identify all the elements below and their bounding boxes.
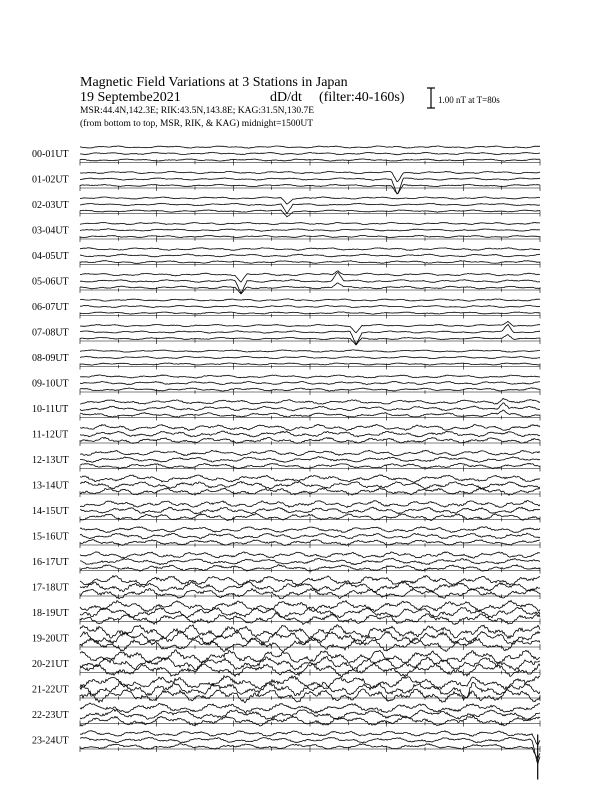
scale-bar-label: 1.00 nT at T=80s: [438, 95, 500, 105]
station-trace: [80, 171, 540, 181]
hour-row: [32, 146, 540, 166]
hour-row: [32, 350, 540, 370]
hour-label: 11-12UT: [32, 429, 69, 441]
hour-row: [32, 576, 540, 599]
hour-label: 13-14UT: [32, 480, 69, 492]
hour-label: 08-09UT: [32, 353, 69, 364]
station-trace: [80, 305, 540, 307]
station-trace: [80, 425, 540, 431]
hour-label: 18-19UT: [32, 608, 69, 619]
hour-label: 16-17UT: [32, 557, 69, 568]
hour-row: [32, 299, 540, 319]
station-trace: [80, 431, 540, 437]
hour-label: 07-08UT: [32, 327, 69, 339]
hour-row: [32, 601, 540, 625]
filter-label: (filter:40-160s): [319, 90, 405, 105]
quantity-label: dD/dt: [270, 90, 302, 105]
station-trace: [80, 146, 540, 148]
station-trace: [80, 625, 540, 639]
hour-row: [32, 676, 540, 703]
station-trace: [80, 271, 540, 282]
station-trace: [80, 475, 540, 482]
order-note: (from bottom to top, MSR, RIK, & KAG) midnight=1500UT: [80, 119, 314, 129]
hour-row: [32, 171, 540, 194]
station-trace: [80, 398, 540, 404]
station-trace: [80, 501, 540, 508]
hour-label: 00-01UT: [32, 149, 69, 160]
station-trace: [80, 527, 540, 533]
hour-label: 19-20UT: [32, 633, 69, 645]
station-trace: [80, 507, 540, 514]
station-trace: [80, 197, 540, 204]
hour-label: 03-04UT: [32, 225, 69, 237]
hour-row: [32, 248, 540, 268]
chart-title: Magnetic Field Variations at 3 Stations in Japan: [80, 75, 348, 90]
hour-label: 15-16UT: [32, 531, 69, 543]
station-trace: [80, 709, 540, 719]
hour-row: [32, 552, 540, 574]
station-trace: [80, 350, 540, 352]
station-trace: [80, 533, 540, 539]
station-trace: [80, 299, 540, 301]
hour-row: [32, 527, 540, 548]
station-trace: [80, 248, 540, 251]
station-trace: [80, 481, 540, 488]
hour-row: [32, 375, 540, 395]
hour-row: [32, 650, 540, 677]
hour-row: [32, 271, 540, 294]
hour-label: 06-07UT: [32, 302, 69, 313]
hour-row: [32, 222, 540, 242]
station-trace: [80, 254, 540, 257]
station-trace: [80, 457, 540, 463]
station-trace: [80, 601, 540, 612]
hour-row: [32, 321, 540, 345]
station-trace: [80, 381, 540, 384]
scale-bar: [427, 88, 500, 108]
station-trace: [80, 229, 540, 231]
hour-label: 05-06UT: [32, 276, 69, 288]
hourly-trace-rows: [32, 146, 540, 780]
hour-row: [32, 501, 540, 523]
hour-label: 01-02UT: [32, 174, 69, 186]
hour-label: 10-11UT: [32, 404, 69, 415]
station-trace: [80, 703, 540, 713]
hour-label: 22-23UT: [32, 710, 69, 721]
hour-row: [32, 731, 540, 763]
hour-label: 09-10UT: [32, 378, 69, 390]
station-trace: [80, 607, 540, 618]
stations-label: MSR:44.4N,142.3E; RIK:43.5N,143.8E; KAG:31.5N,130.7E: [80, 106, 315, 116]
station-trace: [80, 552, 540, 559]
hour-row: [32, 475, 540, 497]
hour-label: 12-13UT: [32, 455, 69, 466]
hour-label: 02-03UT: [32, 200, 69, 211]
station-trace: [80, 356, 540, 358]
station-trace: [80, 152, 540, 154]
station-trace: [80, 222, 540, 224]
hour-label: 17-18UT: [32, 582, 69, 594]
date-label: 19 Septembe2021: [80, 90, 181, 105]
hour-row: [32, 450, 540, 471]
hour-label: 04-05UT: [32, 251, 69, 262]
hour-row: [32, 398, 540, 420]
hour-label: 23-24UT: [32, 735, 69, 747]
hour-label: 20-21UT: [32, 659, 69, 670]
hour-row: [32, 197, 540, 217]
hour-row: [32, 425, 540, 447]
hour-label: 21-22UT: [32, 684, 69, 696]
station-trace: [80, 582, 540, 592]
hour-row: [32, 625, 540, 652]
hour-row: [32, 703, 540, 727]
station-trace: [80, 403, 540, 411]
station-trace: [80, 375, 540, 378]
station-trace: [80, 558, 540, 565]
station-trace: [80, 450, 540, 456]
station-trace: [80, 321, 540, 332]
hour-label: 14-15UT: [32, 506, 69, 517]
